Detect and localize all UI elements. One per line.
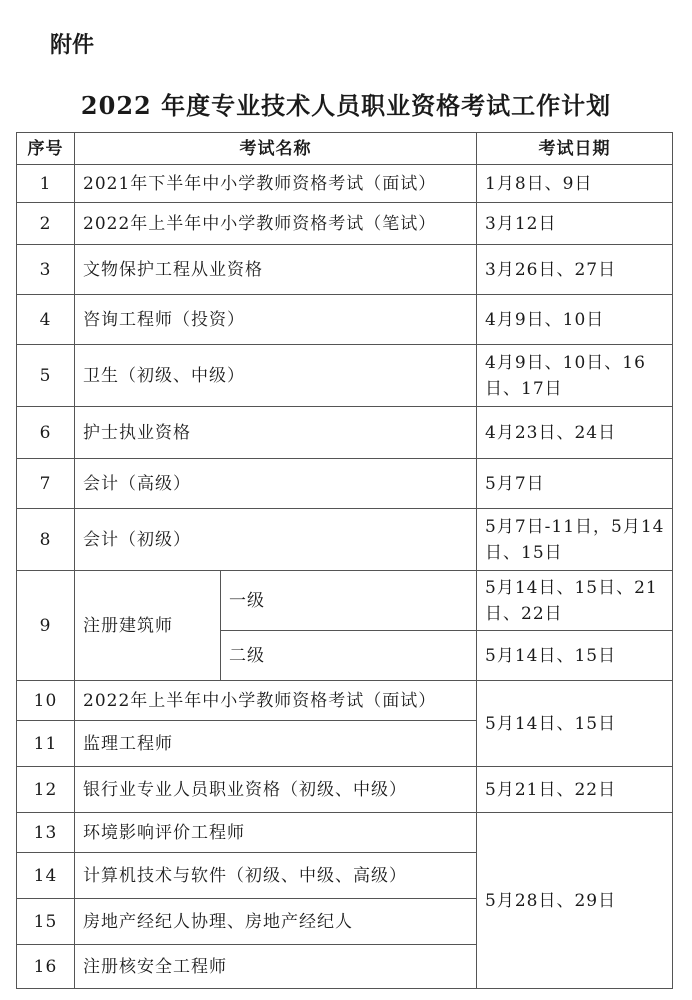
exam-name: 注册核安全工程师 xyxy=(75,945,477,989)
exam-date: 4月23日、24日 xyxy=(477,407,673,459)
row-number: 3 xyxy=(17,245,75,295)
exam-name: 2022年上半年中小学教师资格考试（笔试） xyxy=(75,203,477,245)
table-row xyxy=(17,407,673,459)
exam-date: 5月7日 xyxy=(477,459,673,509)
row-number: 7 xyxy=(17,459,75,509)
page-title: 2022 年度专业技术人员职业资格考试工作计划 xyxy=(80,91,612,120)
row-number: 8 xyxy=(17,509,75,571)
header-date: 考试日期 xyxy=(477,133,673,165)
table-row xyxy=(17,813,673,853)
exam-schedule-table xyxy=(16,132,673,989)
row-number: 2 xyxy=(17,203,75,245)
exam-date: 1月8日、9日 xyxy=(477,165,673,203)
table-row xyxy=(17,203,673,245)
row-number: 13 xyxy=(17,813,75,853)
exam-subcategory: 二级 xyxy=(221,631,477,681)
exam-name: 2022年上半年中小学教师资格考试（面试） xyxy=(75,681,477,721)
row-number: 15 xyxy=(17,899,75,945)
exam-name: 环境影响评价工程师 xyxy=(75,813,477,853)
exam-date: 5月28日、29日 xyxy=(477,813,673,989)
exam-date: 5月14日、15日、21日、22日 xyxy=(477,571,673,631)
exam-date: 5月14日、15日 xyxy=(477,681,673,767)
row-number: 1 xyxy=(17,165,75,203)
table-header-row xyxy=(17,133,673,165)
exam-date: 5月14日、15日 xyxy=(477,631,673,681)
row-number: 10 xyxy=(17,681,75,721)
exam-name: 计算机技术与软件（初级、中级、高级） xyxy=(75,853,477,899)
row-number: 16 xyxy=(17,945,75,989)
exam-subcategory: 一级 xyxy=(221,571,477,631)
table-row xyxy=(17,571,673,631)
row-number: 4 xyxy=(17,295,75,345)
row-number: 14 xyxy=(17,853,75,899)
attachment-label: 附件 xyxy=(50,33,95,58)
exam-name: 房地产经纪人协理、房地产经纪人 xyxy=(75,899,477,945)
exam-name: 卫生（初级、中级） xyxy=(75,345,477,407)
table-row xyxy=(17,245,673,295)
exam-name: 咨询工程师（投资） xyxy=(75,295,477,345)
exam-name: 会计（高级） xyxy=(75,459,477,509)
exam-date: 3月12日 xyxy=(477,203,673,245)
table-row xyxy=(17,295,673,345)
exam-name: 监理工程师 xyxy=(75,721,477,767)
exam-name: 注册建筑师 xyxy=(75,571,221,681)
row-number: 12 xyxy=(17,767,75,813)
header-no: 序号 xyxy=(17,133,75,165)
table-row xyxy=(17,681,673,721)
exam-date: 4月9日、10日 xyxy=(477,295,673,345)
exam-name: 银行业专业人员职业资格（初级、中级） xyxy=(75,767,477,813)
row-number: 9 xyxy=(17,571,75,681)
exam-date: 5月21日、22日 xyxy=(477,767,673,813)
exam-name: 文物保护工程从业资格 xyxy=(75,245,477,295)
table-row xyxy=(17,767,673,813)
table-row xyxy=(17,509,673,571)
row-number: 11 xyxy=(17,721,75,767)
exam-date: 3月26日、27日 xyxy=(477,245,673,295)
exam-date: 4月9日、10日、16日、17日 xyxy=(477,345,673,407)
exam-date: 5月7日-11日，5月14日、15日 xyxy=(477,509,673,571)
header-name: 考试名称 xyxy=(75,133,477,165)
exam-name: 会计（初级） xyxy=(75,509,477,571)
table-row xyxy=(17,459,673,509)
table-row xyxy=(17,165,673,203)
exam-name: 护士执业资格 xyxy=(75,407,477,459)
exam-name: 2021年下半年中小学教师资格考试（面试） xyxy=(75,165,477,203)
table-row xyxy=(17,345,673,407)
row-number: 5 xyxy=(17,345,75,407)
row-number: 6 xyxy=(17,407,75,459)
